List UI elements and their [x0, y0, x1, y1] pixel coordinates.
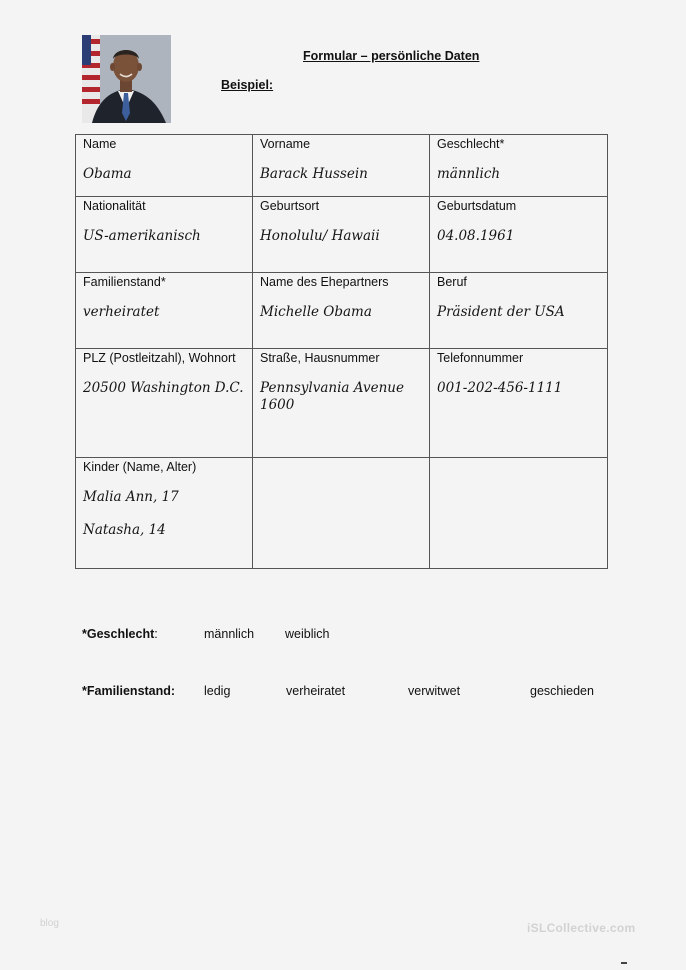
field-label: Geschlecht*	[437, 137, 505, 151]
field-value: Honolulu/ Hawaii	[260, 228, 380, 244]
gender-option-female: weiblich	[285, 627, 330, 641]
field-value: 20500 Washington D.C.	[83, 380, 244, 396]
empty-cell	[430, 458, 608, 569]
field-first-name	[253, 135, 430, 197]
gender-option-male: männlich	[204, 627, 255, 641]
field-profession	[430, 273, 608, 349]
field-value-second: Natasha, 14	[83, 522, 166, 538]
field-postcode-city	[76, 349, 253, 458]
field-name	[76, 135, 253, 197]
field-label: Vorname	[260, 137, 311, 151]
field-value: Michelle Obama	[260, 304, 372, 320]
table-row	[76, 197, 608, 273]
field-value: 001-202-456-1111	[437, 380, 563, 396]
field-label: Geburtsdatum	[437, 199, 517, 213]
field-birthplace	[253, 197, 430, 273]
table-row	[76, 458, 608, 569]
portrait-photo	[82, 35, 171, 123]
field-value: verheiratet	[83, 304, 160, 320]
field-label: Straße, Hausnummer	[260, 351, 380, 365]
field-nationality	[76, 197, 253, 273]
field-value: männlich	[437, 166, 501, 182]
field-spouse	[253, 273, 430, 349]
table-row	[76, 135, 608, 197]
field-label: Name	[83, 137, 117, 151]
marital-option-single: ledig	[204, 684, 231, 698]
table-row	[76, 273, 608, 349]
page-corner-mark	[621, 962, 627, 964]
empty-cell	[253, 458, 430, 569]
field-marital-status	[76, 273, 253, 349]
personal-data-table	[75, 134, 608, 569]
field-label: Beruf	[437, 275, 467, 289]
field-label: Familienstand*	[83, 275, 166, 289]
watermark-islcollective: iSLCollective.com	[527, 921, 636, 935]
field-value: Obama	[83, 166, 132, 182]
field-birthdate	[430, 197, 608, 273]
field-street	[253, 349, 430, 458]
field-label: Name des Ehepartners	[260, 275, 389, 289]
field-value: US-amerikanisch	[83, 228, 201, 244]
field-label: PLZ (Postleitzahl), Wohnort	[83, 351, 236, 365]
marital-option-divorced: geschieden	[530, 684, 594, 698]
field-value: Barack Hussein	[260, 166, 368, 182]
watermark-blog: blog	[40, 918, 59, 929]
example-heading: Beispiel:	[221, 78, 274, 92]
marital-option-married: verheiratet	[286, 684, 346, 698]
marital-option-widowed: verwitwet	[408, 684, 461, 698]
marital-legend-label: *Familienstand:	[82, 684, 176, 698]
gender-legend-label: *Geschlecht:	[82, 627, 158, 641]
table-row	[76, 349, 608, 458]
field-gender	[430, 135, 608, 197]
field-label: Geburtsort	[260, 199, 320, 213]
field-children	[76, 458, 253, 569]
field-label: Kinder (Name, Alter)	[83, 460, 197, 474]
field-value: Pennsylvania Avenue 1600	[260, 380, 404, 413]
page-title: Formular – persönliche Daten	[303, 49, 480, 63]
field-value: Malia Ann, 17	[83, 489, 179, 505]
field-label: Nationalität	[83, 199, 146, 213]
field-value: Präsident der USA	[437, 304, 565, 320]
field-phone	[430, 349, 608, 458]
field-value: 04.08.1961	[437, 228, 515, 244]
field-label: Telefonnummer	[437, 351, 524, 365]
